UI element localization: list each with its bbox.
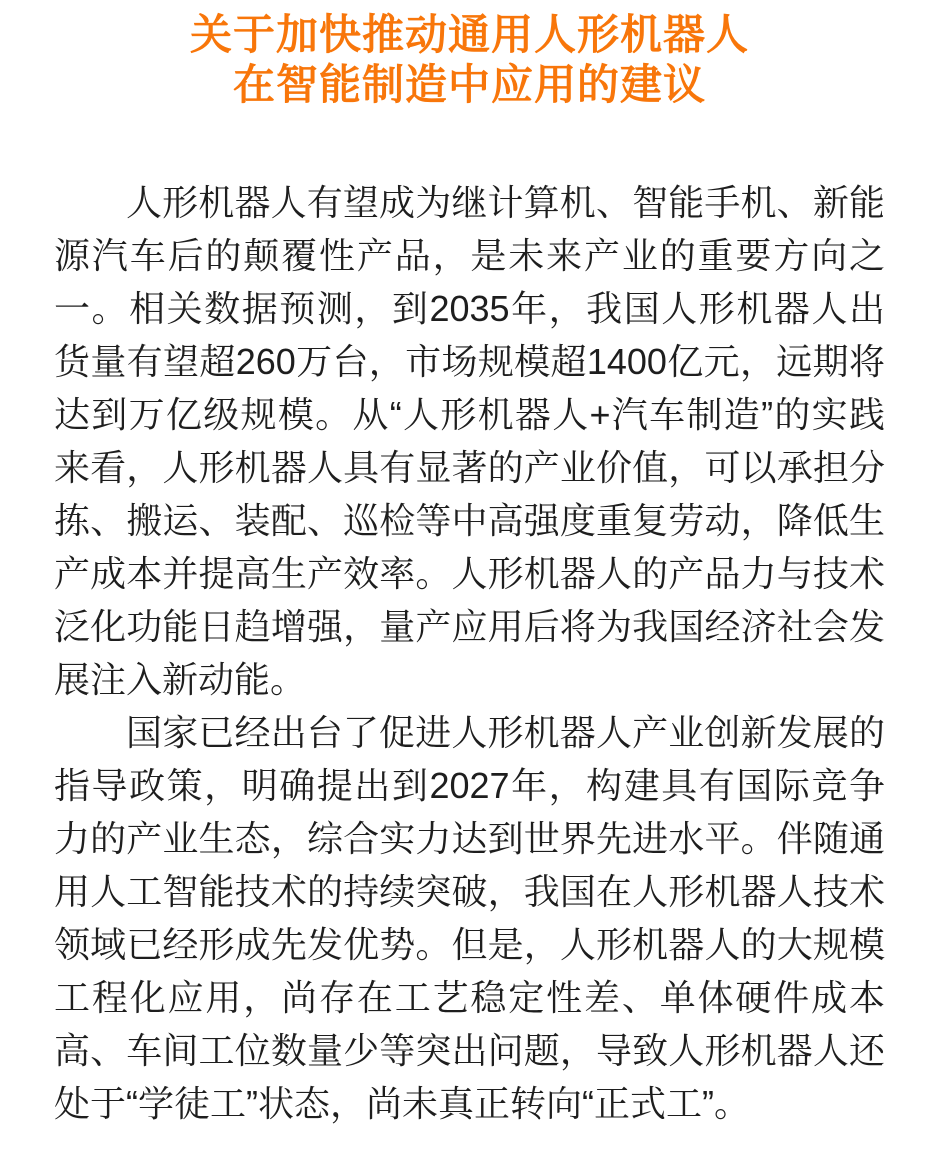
document-body bbox=[54, 176, 885, 1130]
page-title-line-2: 在智能制造中应用的建议 bbox=[232, 61, 706, 108]
paragraph-2: 国家已经出台了促进人形机器人产业创新发展的指导政策，明确提出到2027年，构建具有国际竞争力的产业生态，综合实力达到世界先进水平。伴随通用人工智能技术的持续突破，我国在人形机器人技术领域已经形成先发优势。但是，人形机器人的大规模工程化应用，尚存在工艺稳定性差、单体硬件成本高、车间工位数量少等突出问题，导致人形机器人还处于“学徒工”状态，尚未真正转向“正式工”。 bbox=[54, 712, 885, 1124]
paragraph-1: 人形机器人有望成为继计算机、智能手机、新能源汽车后的颠覆性产品，是未来产业的重要方向之一。相关数据预测，到2035年，我国人形机器人出货量有望超260万台，市场规模超1400亿元，远期将达到万亿级规模。从“人形机器人+汽车制造”的实践来看，人形机器人具有显著的产业价值，可以承担分拣、搬运、装配、巡检等中高强度重复劳动，降低生产成本并提高生产效率。人形机器人的产品力与技术泛化功能日趋增强，量产应用后将为我国经济社会发展注入新动能。 bbox=[54, 182, 885, 700]
page-title bbox=[54, 10, 885, 110]
page-title-line-1: 关于加快推动通用人形机器人 bbox=[189, 11, 749, 58]
